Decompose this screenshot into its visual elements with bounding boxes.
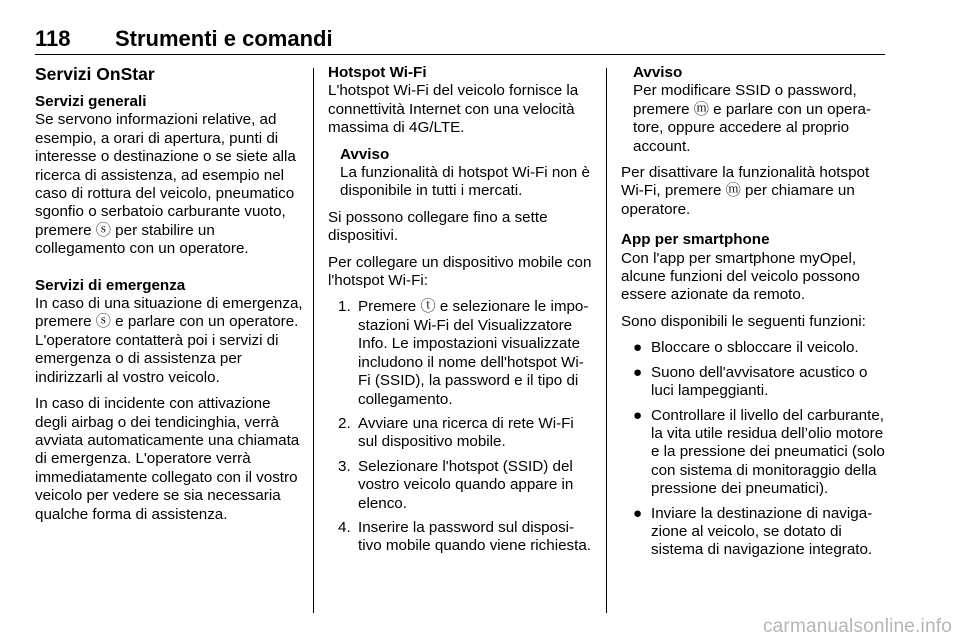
column-1 <box>35 64 303 532</box>
list-item: 2. Avviare una ricerca di rete Wi-Fi sul dispositivo mobile. <box>338 414 574 451</box>
paragraph: Per disattivare la funzionalità hotspot Wi-Fi, premere ⓜ per chiamare un operatore. <box>621 164 870 218</box>
note-text: Per modificare SSID o password, premere ⓜ e parlare con un operatore, oppure accedere al proprio account. <box>633 82 872 155</box>
column-2 <box>328 64 592 562</box>
paragraph: Per collegare un dispositivo mobile con l'hotspot Wi-Fi: <box>328 253 592 290</box>
paragraph: In caso di incidente con attivazione degli airbag o dei tendicinghia, verrà avviata automaticamente una chiamata di emergenza. L'operatore verrà immediatamente collegato con il vostro veicolo per vedere se sia necessaria qualche forma di assistenza. <box>35 395 300 523</box>
note-title: Avviso <box>633 64 683 81</box>
paragraph: Con l'app per smartphone myOpel, alcune funzioni del veicolo possono essere azionate da remoto. <box>621 249 860 304</box>
list-item: 3. Selezionare l'hotspot (SSID) del vostro veicolo quando appare in elenco. <box>338 457 574 512</box>
list-item: 1. Premere ⓣ e selezionare le impostazioni Wi-Fi del Visualizzatore Info. Le impostazioni visualizzate includono il nome dell'hotspot Wi-Fi (SSID), la password e il tipo di collegamento. <box>338 298 589 408</box>
list-item: ● Inviare la destinazione di navigazione al veicolo, se dotato di sistema di navigazione integrato. <box>633 504 873 559</box>
paragraph: In caso di una situazione di emergenza, premere ⓢ e parlare con un operatore. L'operatore contatterà poi i servizi di emergenza o di assistenza per indirizzarli al vostro veicolo. <box>35 295 303 386</box>
column-divider <box>313 68 314 613</box>
watermark: carmanualsonline.info <box>762 616 952 637</box>
bullet-icon: ● <box>633 363 643 381</box>
column-divider <box>606 68 607 613</box>
paragraph: Si possono collegare fino a sette dispositivi. <box>328 208 548 245</box>
paragraph: Sono disponibili le seguenti funzioni: <box>621 312 866 330</box>
list-item: ● Controllare il livello del carburante, la vita utile residua dell’olio motore e la pressione dei pneumatici (solo con sistema di monitoraggio della pressione dei pneumatici). <box>633 406 885 498</box>
subheading-emergency-services: Servizi di emergenza <box>35 276 186 294</box>
subheading-wifi-hotspot: Hotspot Wi-Fi <box>328 64 427 81</box>
section-title: Servizi OnStar <box>35 64 155 84</box>
note-title: Avviso <box>340 145 390 163</box>
page-number: 118 <box>35 26 71 51</box>
chapter-title: Strumenti e comandi <box>115 26 333 51</box>
bullet-icon: ● <box>633 339 643 357</box>
page-header <box>35 24 885 55</box>
bullet-icon: ● <box>633 504 643 522</box>
paragraph: Se servono informazioni relative, ad esempio, a orari di apertura, punti di interesse o destinazione o se siete alla ricerca di assistenza, ad esempio nel caso di rottura del veicolo, pneumatico sgonfio o serbatoio carburante vuoto, premere ⓢ per stabilire un collegamento con un operatore. <box>35 111 296 258</box>
subheading-general-services: Servizi generali <box>35 93 147 110</box>
subheading-smartphone-app: App per smartphone <box>621 231 770 249</box>
note-box <box>328 146 592 201</box>
note-box <box>621 64 887 156</box>
column-3 <box>621 64 887 566</box>
bullet-icon: ● <box>633 406 643 424</box>
paragraph: L'hotspot Wi-Fi del veicolo fornisce la connettività Internet con una velocità massima di 4G/LTE. <box>328 82 579 137</box>
note-text: La funzionalità di hotspot Wi-Fi non è disponibile in tutti i mercati. <box>340 164 590 200</box>
list-item: ● Bloccare o sbloccare il veicolo. <box>633 339 859 357</box>
bullet-list <box>621 339 887 559</box>
numbered-list <box>328 298 592 555</box>
list-item: 4. Inserire la password sul dispositivo mobile quando viene richiesta. <box>338 518 592 555</box>
list-item: ● Suono dell'avvisatore acustico o luci lampeggianti. <box>633 363 868 400</box>
